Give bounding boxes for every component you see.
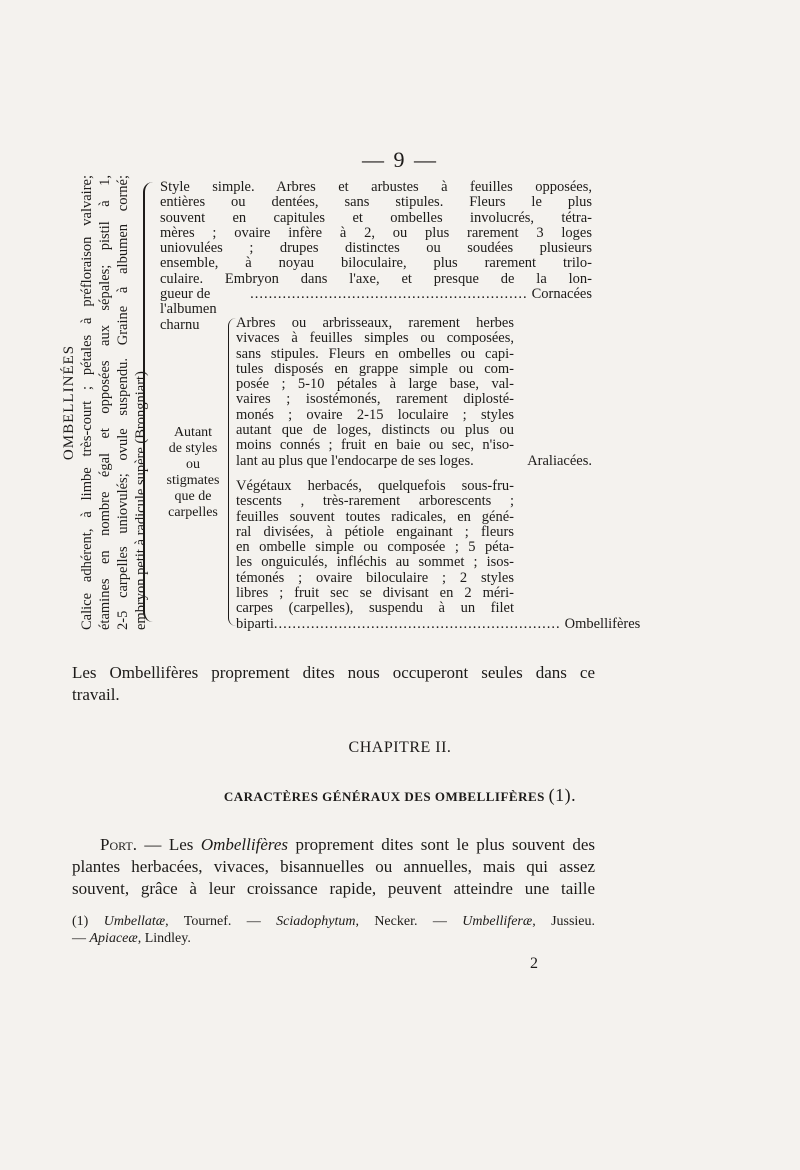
family-name: Araliacées. xyxy=(527,452,592,469)
ombellinees-line: embryon petit à radicule supère (Brongniart) xyxy=(133,371,149,630)
intro-paragraph: Les Ombellifères proprement dites nous occuperont seules dans ce travail. xyxy=(72,663,595,704)
ombellinees-line: 2-5 carpelles uniovulés; ovule suspendu. Graine à albumen corné; xyxy=(115,175,131,630)
footnote: (1) Umbellatæ, Tournef. — Sciadophytum, Necker. — Umbelliferæ, Jussieu. — Apiaceæ, Lindley. xyxy=(72,914,596,946)
port-paragraph: Port. — Les Ombellifères proprement dites sont le plus souvent des plantes herbacées, vivaces, bisannuelles ou annuelles, mais qui assez souvent, grâce à leur croissance rapide, peuvent atteindre une taille xyxy=(72,835,595,898)
ombellinees-title: OMBELLINÉES xyxy=(61,344,77,461)
ombellinees-sidebar xyxy=(60,175,150,630)
ombellinees-line: étamines en nombre égal et opposées aux sépales; pistil à 1, xyxy=(97,175,113,630)
port-label: Port. xyxy=(100,835,137,854)
family-name: Cornacées xyxy=(531,286,592,303)
section-heading: CARACTÈRES GÉNÉRAUX DES OMBELLIFÈRES (1). xyxy=(223,785,577,805)
chapter-heading: CHAPITRE II. xyxy=(348,739,452,756)
page-number: — 9 — xyxy=(362,147,438,172)
family-name: Ombellifères xyxy=(564,615,641,632)
ombelliferes-block: Végétaux herbacés, quelquefois sous-fru- tescents , très-rarement arborescents ; feuilles souvent toutes radicales, en géné- ral divisées, à pétiole engainant ; fleurs en ombelle simple ou composée ; 5 péta- les onguiculés, infléchis au sommet ; isos- témonés ; ovaire biloculaire ; 2 styles libres ; fruit sec se divisant en 2 méri- carpes (carpelles), suspendu à un filet biparti .............................................................. Ombellifères xyxy=(236,478,641,632)
cornacees-block: Style simple. Arbres et arbustes à feuilles opposées, entières ou dentées, sans stipules. Fleurs le plus souvent en capitules et ombelles involucrés, tétra- mères ; ovaire infère à 2, ou plus rarement 3 loges uniovulées ; drupes distinctes ou soudées plusieurs ensemble, à noyau biloculaire, plus rarement trilo- culaire. Embryon dans l'axe, et presque de la lon- gueur de l'albumen charnu ............................................................ Cornacées xyxy=(160,179,592,333)
autant-de-styles-label: Autant de styles ou stigmates que de carpelles xyxy=(166,425,220,520)
araliacees-block: Arbres ou arbrisseaux, rarement herbes vivaces à feuilles simples ou composées, sans stipules. Fleurs en ombelles ou capi- tules disposés en grappe simple ou com- posée ; 5-10 pétales à large base, val- vaires ; isostémonés, rarement diplosté- monés ; ovaire 2-15 loculaire ; styles autant que de loges, distincts ou plus ou moins connés ; fruit en baie ou sec, n'iso- lant au plus que l'endocarpe de ses loges. Araliacées. xyxy=(236,315,592,469)
signature-mark: 2 xyxy=(530,955,538,972)
ombellinees-line: Calice adhérent, à limbe très-court ; pétales à préfloraison valvaire; xyxy=(79,175,95,630)
footnote-ref: (1). xyxy=(548,785,577,805)
large-brace xyxy=(143,182,159,622)
